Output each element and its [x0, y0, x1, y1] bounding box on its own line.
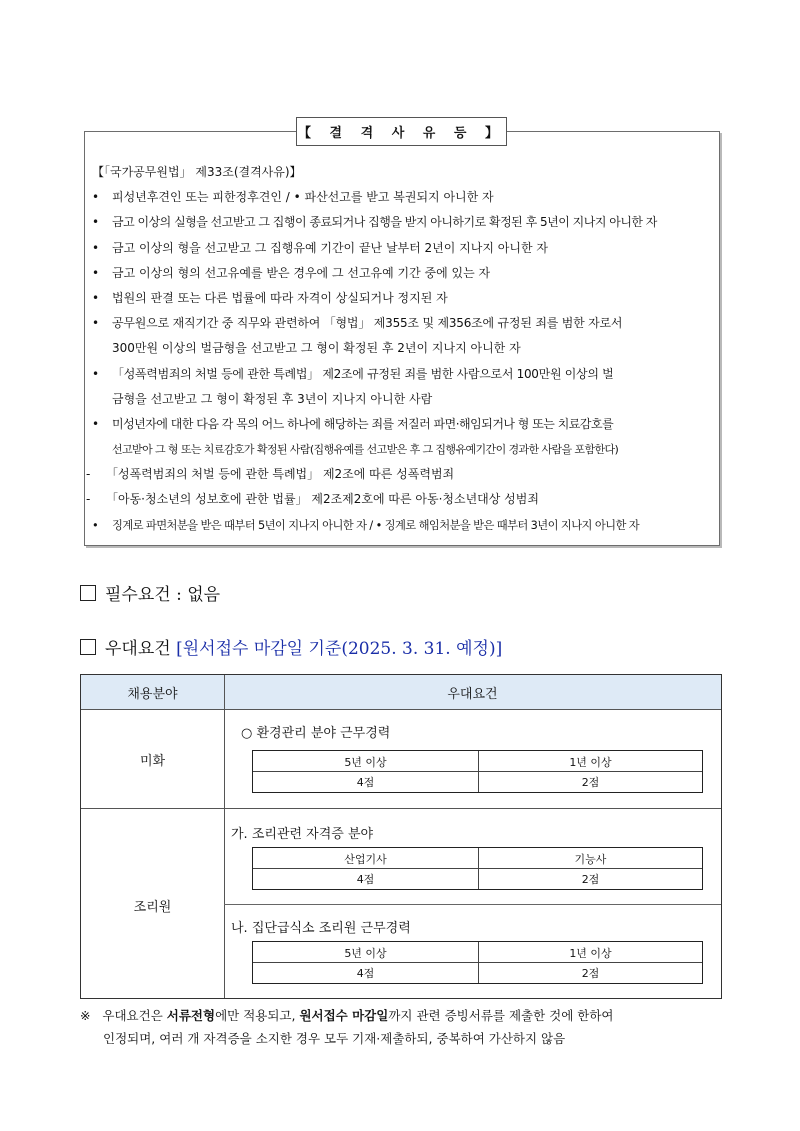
score-value: 4점: [356, 872, 375, 886]
disqualification-list: [86, 160, 718, 538]
checkbox-square-icon: [80, 585, 96, 601]
law-heading: 【「국가공무원법」 제33조(결격사유)】: [92, 165, 302, 179]
score-value: 4점: [356, 775, 375, 789]
list-item-continuation: 300만원 이상의 벌금형을 선고받고 그 형이 확정된 후 2년이 지나지 아니한 자: [112, 341, 521, 356]
list-item: • 법원의 판결 또는 다른 법률에 따라 자격이 상실되거나 정지된 자: [92, 290, 448, 305]
score-header: 5년 이상: [344, 755, 387, 769]
score-header: 5년 이상: [344, 946, 387, 960]
list-item: • 미성년자에 대한 다음 각 목의 어느 하나에 해당하는 죄를 저질러 파면·해임되거나 형 또는 치료감호를: [92, 416, 614, 431]
list-item: • 공무원으로 재직기간 중 직무와 관련하여 「형법」 제355조 및 제356조에 규정된 죄를 범한 자로서: [92, 316, 623, 331]
table-header-field: 채용분야: [81, 675, 224, 710]
checkbox-square-icon: [80, 639, 96, 655]
list-item: • 「성폭력범죄의 처벌 등에 관한 특례법」 제2조에 규정된 죄를 범한 사람으로서 100만원 이상의 벌: [92, 366, 614, 381]
row-divider: [81, 808, 721, 809]
required-label: 필수요건 : 없음: [105, 585, 221, 605]
preferred-table: [80, 674, 722, 999]
list-item: • 금고 이상의 형을 선고받고 그 집행유예 기간이 끝난 날부터 2년이 지나지 아니한 자: [92, 240, 548, 255]
table-header-requirement: 우대요건: [224, 675, 721, 710]
field-label: 미화: [139, 754, 166, 769]
list-item: • 금고 이상의 형의 선고유예를 받은 경우에 그 선고유예 기간 중에 있는 자: [92, 265, 491, 280]
group-title: 나. 집단급식소 조리원 근무경력: [231, 921, 411, 936]
score-value: 4점: [356, 966, 375, 980]
disqualification-title: 【 결 격 사 유 등 】: [296, 117, 507, 146]
score-header: 산업기사: [344, 852, 387, 866]
preferred-label: 우대요건: [105, 639, 177, 659]
score-header: 1년 이상: [569, 755, 612, 769]
field-label: 조리원: [133, 900, 172, 915]
list-item-continuation: 선고받아 그 형 또는 치료감호가 확정된 사람(집행유예를 선고받은 후 그 집행유예기간이 경과한 사람을 포함한다): [112, 443, 619, 457]
score-value: 2점: [581, 775, 600, 789]
group-title: 가. 조리관련 자격증 분야: [231, 827, 374, 842]
score-header: 기능사: [574, 852, 607, 866]
footnote-line-2: 인정되며, 여러 개 자격증을 소지한 경우 모두 기재·제출하되, 중복하여 가산하지 않음: [103, 1031, 566, 1046]
footnote: [80, 1004, 730, 1050]
column-divider: [224, 675, 225, 998]
score-value: 2점: [581, 966, 600, 980]
list-item: • 피성년후견인 또는 피한정후견인 / • 파산선고를 받고 복권되지 아니한 자: [92, 190, 494, 205]
score-table: [252, 941, 703, 984]
note-symbol: ※: [80, 1008, 91, 1023]
required-section: [80, 580, 220, 605]
score-header: 1년 이상: [569, 946, 612, 960]
group-title: ○ 환경관리 분야 근무경력: [241, 726, 391, 741]
score-table: [252, 847, 703, 890]
score-value: 2점: [581, 872, 600, 886]
emphasis-text: 서류전형: [166, 1008, 216, 1023]
subrow-divider: [224, 904, 721, 905]
sub-item: - 「아동·청소년의 성보호에 관한 법률」 제2조제2호에 따른 아동·청소년대상 성범죄: [86, 492, 539, 507]
emphasis-text: 원서접수 마감일: [299, 1008, 389, 1023]
score-table: [252, 750, 703, 793]
footnote-line-1: ※ 우대요건은 서류전형에만 적용되고, 원서접수 마감일까지 관련 증빙서류를 제출한 것에 한하여: [80, 1008, 614, 1023]
sub-item: - 「성폭력범죄의 처벌 등에 관한 특례법」 제2조에 따른 성폭력범죄: [86, 467, 455, 482]
preferred-basis: [원서접수 마감일 기준(2025. 3. 31. 예정)]: [176, 639, 503, 659]
list-item: • 금고 이상의 실형을 선고받고 그 집행이 종료되거나 집행을 받지 아니하기로 확정된 후 5년이 지나지 아니한 자: [92, 215, 657, 230]
list-item: • 징계로 파면처분을 받은 때부터 5년이 지나지 아니한 자 / • 징계로 해임처분을 받은 때부터 3년이 지나지 아니한 자: [92, 518, 640, 532]
preferred-section: [80, 634, 502, 659]
list-item-continuation: 금형을 선고받고 그 형이 확정된 후 3년이 지나지 아니한 사람: [112, 391, 433, 406]
